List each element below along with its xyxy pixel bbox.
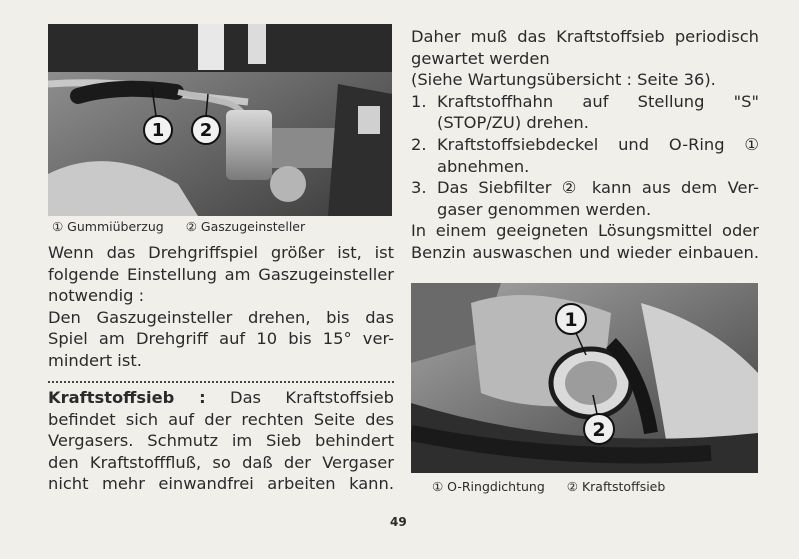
text-line: (Siehe Wartungsübersicht : Seite 36). [411,70,716,90]
caption-item: ① Gummiüberzug [52,219,164,234]
text-line: nicht mehr einwandfrei arbeiten kann. [48,474,394,494]
text-line: Wenn das Drehgriffspiel größer ist, ist [48,243,394,262]
page-number: 49 [390,515,407,529]
text-line: Den Gaszugeinsteller drehen, bis das [48,307,394,327]
callout-1 [144,116,172,144]
section-heading: Kraftstoffsieb : [48,388,206,407]
caption-item: ① O-Ringdichtung [432,479,545,494]
text-line: mindert ist. [48,350,142,370]
text-line: Kraftstoffsiebdeckel und O-Ring ① [437,134,759,154]
text-line: notwendig : [48,286,145,306]
text-line: In einem geeigneten Lösungsmittel oder [411,221,759,241]
svg-text:1: 1 [151,120,165,141]
photo2-caption [432,479,683,494]
callout-1 [556,304,586,334]
text-line: gewartet werden [411,48,550,68]
text-line: abnehmen. [437,156,530,176]
text-line: Daher muß das Kraftstoffsieb periodisch [411,27,759,46]
step-3 [411,177,759,220]
adjustment-paragraph [48,242,394,372]
svg-text:2: 2 [592,419,606,441]
callout-2 [584,414,614,444]
text-line: befindet sich auf der rechten Seite des [48,409,394,429]
step-2 [411,134,759,177]
caption-item: ② Gaszugeinsteller [185,219,306,234]
callout-2 [192,116,220,144]
maintenance-instructions [411,26,759,264]
fuel-filter-photo [411,283,758,473]
text-line: (STOP/ZU) drehen. [437,113,589,133]
text-line: Das Siebfilter ② kann aus dem Ver- [437,178,759,198]
caption-item: ② Kraftstoffsieb [566,479,666,494]
svg-text:2: 2 [199,120,213,141]
carburetor-cable-photo [48,24,392,216]
text-line: Vergasers. Schmutz im Sieb behindert [48,431,394,451]
photo1-caption [52,219,323,234]
text-line: Benzin auswaschen und wieder einbauen. [411,242,759,262]
section-divider [48,381,394,383]
step-1 [411,91,759,134]
step-number: 2. [411,134,427,154]
svg-text:1: 1 [564,309,578,331]
step-number: 1. [411,91,427,111]
text-line: Spiel am Drehgriff auf 10 bis 15° ver- [48,329,394,349]
step-number: 3. [411,178,427,198]
text-line: gaser genommen werden. [437,199,652,219]
text-line: Das Kraftstoffsieb [230,388,394,407]
text-line: folgende Einstellung am Gaszugeinsteller [48,264,394,284]
text-line: Kraftstoffhahn auf Stellung "S" [437,91,759,111]
text-line: den Kraftstofffluß, so daß der Vergaser [48,452,394,472]
fuel-filter-paragraph [48,387,394,495]
